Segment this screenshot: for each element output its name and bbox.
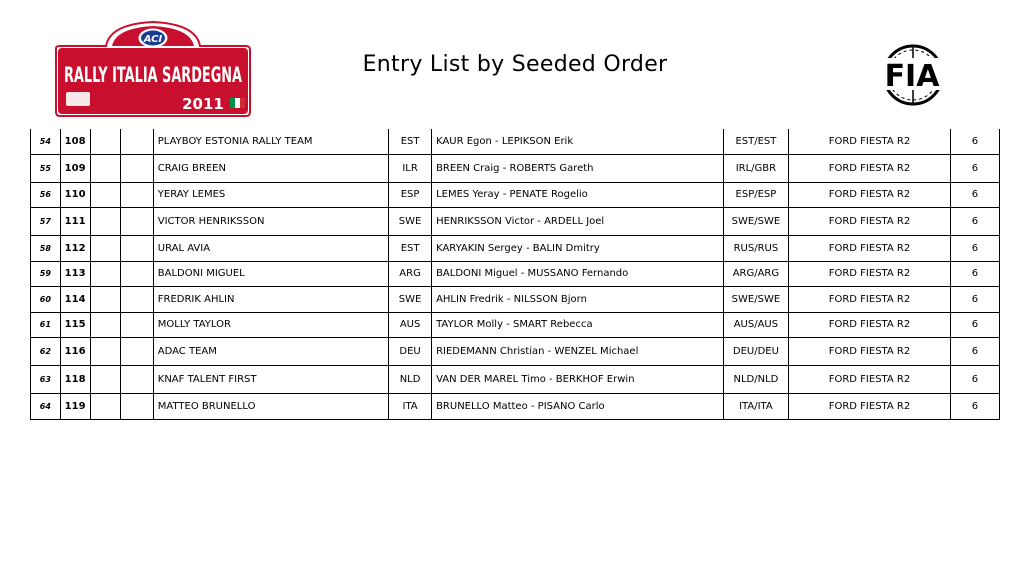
entry-row: [31, 154, 1000, 182]
seed-position-cell: 55: [31, 154, 61, 182]
empty-cell: [91, 154, 121, 182]
car-number-cell: 118: [60, 366, 91, 394]
class-cell: 6: [950, 287, 999, 313]
class-cell: 6: [950, 236, 999, 262]
car-model-cell: FORD FIESTA R2: [789, 154, 951, 182]
class-cell: 6: [950, 182, 999, 208]
drivers-cell: KARYAKIN Sergey - BALIN Dmitry: [432, 236, 724, 262]
class-cell: 6: [950, 366, 999, 394]
drivers-cell: BREEN Craig - ROBERTS Gareth: [432, 154, 724, 182]
driver-nationalities-cell: IRL/GBR: [723, 154, 788, 182]
entrant-cell: MATTEO BRUNELLO: [153, 394, 388, 420]
entry-row: [31, 261, 1000, 287]
entrant-cell: KNAF TALENT FIRST: [153, 366, 388, 394]
seed-position-cell: 58: [31, 236, 61, 262]
drivers-cell: RIEDEMANN Christian - WENZEL Michael: [432, 338, 724, 366]
empty-cell: [121, 182, 154, 208]
drivers-cell: KAUR Egon - LEPIKSON Erik: [432, 129, 724, 154]
drivers-cell: LEMES Yeray - PENATE Rogelio: [432, 182, 724, 208]
entrant-cell: CRAIG BREEN: [153, 154, 388, 182]
entrant-cell: PLAYBOY ESTONIA RALLY TEAM: [153, 129, 388, 154]
driver-nationalities-cell: EST/EST: [723, 129, 788, 154]
car-number-cell: 114: [60, 287, 91, 313]
entrant-nationality-cell: EST: [389, 236, 432, 262]
entrant-cell: ADAC TEAM: [153, 338, 388, 366]
class-cell: 6: [950, 154, 999, 182]
empty-cell: [121, 394, 154, 420]
drivers-cell: AHLIN Fredrik - NILSSON Bjorn: [432, 287, 724, 313]
entry-list-table: [30, 129, 1000, 420]
drivers-cell: BALDONI Miguel - MUSSANO Fernando: [432, 261, 724, 287]
car-model-cell: FORD FIESTA R2: [789, 208, 951, 236]
driver-nationalities-cell: ARG/ARG: [723, 261, 788, 287]
entrant-cell: BALDONI MIGUEL: [153, 261, 388, 287]
entrant-cell: FREDRIK AHLIN: [153, 287, 388, 313]
empty-cell: [91, 208, 121, 236]
class-cell: 6: [950, 338, 999, 366]
empty-cell: [91, 312, 121, 338]
driver-nationalities-cell: SWE/SWE: [723, 208, 788, 236]
entry-row: [31, 208, 1000, 236]
empty-cell: [91, 287, 121, 313]
drivers-cell: VAN DER MAREL Timo - BERKHOF Erwin: [432, 366, 724, 394]
empty-cell: [91, 366, 121, 394]
entry-row: [31, 312, 1000, 338]
svg-text:2011: 2011: [182, 95, 224, 113]
car-number-cell: 111: [60, 208, 91, 236]
page-title: Entry List by Seeded Order: [362, 52, 668, 77]
car-number-cell: 116: [60, 338, 91, 366]
car-model-cell: FORD FIESTA R2: [789, 287, 951, 313]
entry-row: [31, 338, 1000, 366]
car-model-cell: FORD FIESTA R2: [789, 312, 951, 338]
entry-row: [31, 236, 1000, 262]
car-model-cell: FORD FIESTA R2: [789, 338, 951, 366]
car-model-cell: FORD FIESTA R2: [789, 182, 951, 208]
drivers-cell: BRUNELLO Matteo - PISANO Carlo: [432, 394, 724, 420]
drivers-cell: TAYLOR Molly - SMART Rebecca: [432, 312, 724, 338]
empty-cell: [121, 154, 154, 182]
car-model-cell: FORD FIESTA R2: [789, 236, 951, 262]
seed-position-cell: 54: [31, 129, 61, 154]
svg-text:FIA: FIA: [884, 59, 940, 94]
car-model-cell: FORD FIESTA R2: [789, 129, 951, 154]
empty-cell: [121, 366, 154, 394]
car-model-cell: FORD FIESTA R2: [789, 394, 951, 420]
driver-nationalities-cell: ESP/ESP: [723, 182, 788, 208]
svg-text:RALLY ITALIA SARDEGNA: RALLY ITALIA SARDEGNA: [64, 63, 243, 87]
empty-cell: [91, 129, 121, 154]
entry-row: [31, 366, 1000, 394]
entry-row: [31, 287, 1000, 313]
entrant-nationality-cell: ITA: [389, 394, 432, 420]
class-cell: 6: [950, 394, 999, 420]
drivers-cell: HENRIKSSON Victor - ARDELL Joel: [432, 208, 724, 236]
car-number-cell: 112: [60, 236, 91, 262]
driver-nationalities-cell: ITA/ITA: [723, 394, 788, 420]
entrant-nationality-cell: ARG: [389, 261, 432, 287]
empty-cell: [121, 287, 154, 313]
empty-cell: [121, 129, 154, 154]
entrant-nationality-cell: SWE: [389, 287, 432, 313]
seed-position-cell: 64: [31, 394, 61, 420]
empty-cell: [91, 338, 121, 366]
car-model-cell: FORD FIESTA R2: [789, 261, 951, 287]
seed-position-cell: 56: [31, 182, 61, 208]
entrant-nationality-cell: DEU: [389, 338, 432, 366]
driver-nationalities-cell: DEU/DEU: [723, 338, 788, 366]
seed-position-cell: 59: [31, 261, 61, 287]
entrant-cell: MOLLY TAYLOR: [153, 312, 388, 338]
car-number-cell: 119: [60, 394, 91, 420]
seed-position-cell: 62: [31, 338, 61, 366]
car-number-cell: 113: [60, 261, 91, 287]
empty-cell: [121, 236, 154, 262]
entrant-nationality-cell: EST: [389, 129, 432, 154]
class-cell: 6: [950, 261, 999, 287]
empty-cell: [91, 261, 121, 287]
entry-row: [31, 394, 1000, 420]
class-cell: 6: [950, 208, 999, 236]
class-cell: 6: [950, 312, 999, 338]
empty-cell: [121, 208, 154, 236]
car-model-cell: FORD FIESTA R2: [789, 366, 951, 394]
empty-cell: [91, 394, 121, 420]
seed-position-cell: 57: [31, 208, 61, 236]
car-number-cell: 115: [60, 312, 91, 338]
driver-nationalities-cell: SWE/SWE: [723, 287, 788, 313]
driver-nationalities-cell: RUS/RUS: [723, 236, 788, 262]
svg-text:ACI: ACI: [143, 34, 163, 45]
car-number-cell: 108: [60, 129, 91, 154]
car-number-cell: 110: [60, 182, 91, 208]
entrant-nationality-cell: SWE: [389, 208, 432, 236]
entrant-nationality-cell: AUS: [389, 312, 432, 338]
entrant-cell: VICTOR HENRIKSSON: [153, 208, 388, 236]
entrant-nationality-cell: ESP: [389, 182, 432, 208]
entrant-nationality-cell: ILR: [389, 154, 432, 182]
entry-row: [31, 182, 1000, 208]
entrant-nationality-cell: NLD: [389, 366, 432, 394]
empty-cell: [91, 236, 121, 262]
empty-cell: [121, 312, 154, 338]
seed-position-cell: 61: [31, 312, 61, 338]
empty-cell: [121, 338, 154, 366]
seed-position-cell: 60: [31, 287, 61, 313]
entrant-cell: YERAY LEMES: [153, 182, 388, 208]
driver-nationalities-cell: AUS/AUS: [723, 312, 788, 338]
class-cell: 6: [950, 129, 999, 154]
empty-cell: [121, 261, 154, 287]
fia-logo: [865, 44, 960, 106]
empty-cell: [91, 182, 121, 208]
seed-position-cell: 63: [31, 366, 61, 394]
car-number-cell: 109: [60, 154, 91, 182]
entry-list-body: [31, 129, 1000, 419]
driver-nationalities-cell: NLD/NLD: [723, 366, 788, 394]
entrant-cell: URAL AVIA: [153, 236, 388, 262]
entry-row: [31, 129, 1000, 154]
